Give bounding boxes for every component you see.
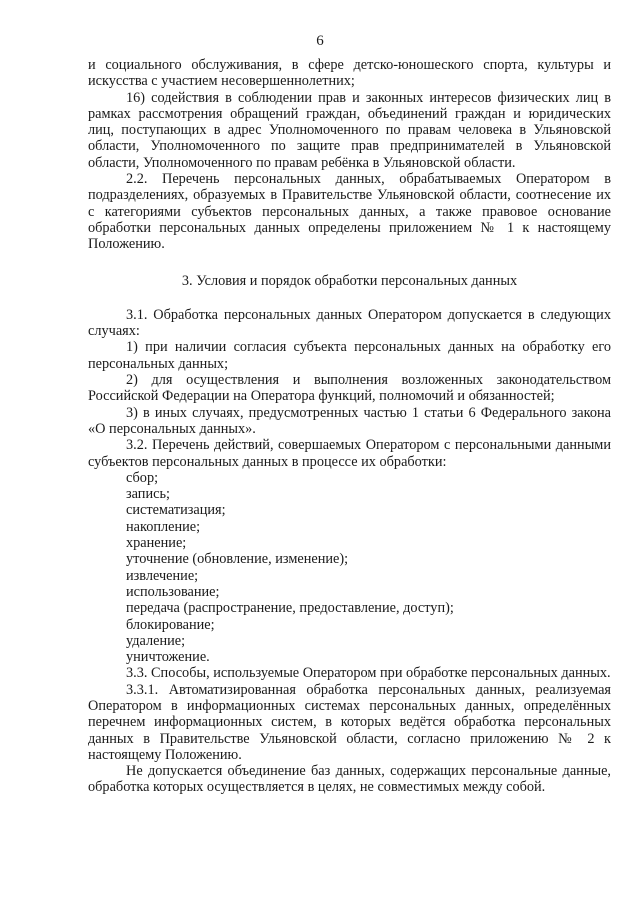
list-item: уточнение (обновление, изменение); [126, 551, 349, 568]
actions-list [88, 470, 611, 666]
paragraph-3-3-1: 3.3.1. Автоматизированная обработка персональных данных, реализуемая Оператором в информационных системах персональных данных, определённых перечнем информационных систем, в которых ведётся обработка персональных данных в Правительстве Ульяновской области, согласно приложению № 2 к настоящему Положению. [88, 681, 611, 763]
paragraph-3-1: 3.1. Обработка персональных данных Оператором допускается в следующих случаях: [88, 306, 611, 340]
paragraph-3-1-case-2: 2) для осуществления и выполнения возложенных законодательством Российской Федерации на Оператора функций, полномочий и обязанностей; [88, 372, 611, 405]
paragraph-3-1-case-3: 3) в иных случаях, предусмотренных частью 1 статьи 6 Федерального закона «О персональных данных». [88, 404, 611, 437]
list-item: накопление; [126, 518, 201, 535]
list-item: сбор; [126, 469, 159, 486]
list-item: передача (распространение, предоставление, доступ); [126, 600, 454, 617]
paragraph-3-1-case-1: 1) при наличии согласия субъекта персональных данных на обработку его персональных данных; [88, 339, 611, 372]
paragraph-2-2: 2.2. Перечень персональных данных, обрабатываемых Оператором в подразделениях, образуемых в Правительстве Ульяновской области, соотнесение их с категориями субъектов персональных данных, а также правовое основание обработки персональных данных определены приложением № 1 к настоящему Положению. [88, 171, 611, 253]
page-number: 6 [316, 33, 324, 49]
list-item: хранение; [126, 535, 187, 552]
list-item: удаление; [126, 632, 186, 649]
list-item: извлечение; [126, 567, 199, 584]
paragraph-item-16: 16) содействия в соблюдении прав и законных интересов физических лиц в рамках рассмотрения обращений граждан, объединений граждан и юридических лиц, поступающих в адрес Уполномоченного по правам человека в Ульяновской области, Уполномоченного по защите прав предпринимателей в Ульяновской области, Уполномоченного по правам ребёнка в Ульяновской области. [88, 89, 611, 171]
list-item: систематизация; [126, 502, 226, 519]
list-item: запись; [126, 486, 170, 503]
paragraph-3-3: 3.3. Способы, используемые Оператором при обработке персональных данных. [126, 665, 611, 682]
document-body [88, 57, 611, 796]
list-item: блокирование; [126, 616, 215, 633]
list-item: использование; [126, 583, 220, 600]
paragraph-3-2: 3.2. Перечень действий, совершаемых Оператором с персональными данными субъектов персональных данных в процессе их обработки: [88, 437, 611, 470]
list-item: уничтожение. [126, 649, 210, 666]
paragraph-final: Не допускается объединение баз данных, содержащих персональные данные, обработка которых осуществляется в целях, не совместимых между собой. [88, 763, 611, 796]
paragraph-continuation: и социального обслуживания, в сфере детско-юношеского спорта, культуры и искусства с участием несовершеннолетних; [88, 57, 611, 90]
section-heading: 3. Условия и порядок обработки персональных данных [181, 272, 518, 289]
